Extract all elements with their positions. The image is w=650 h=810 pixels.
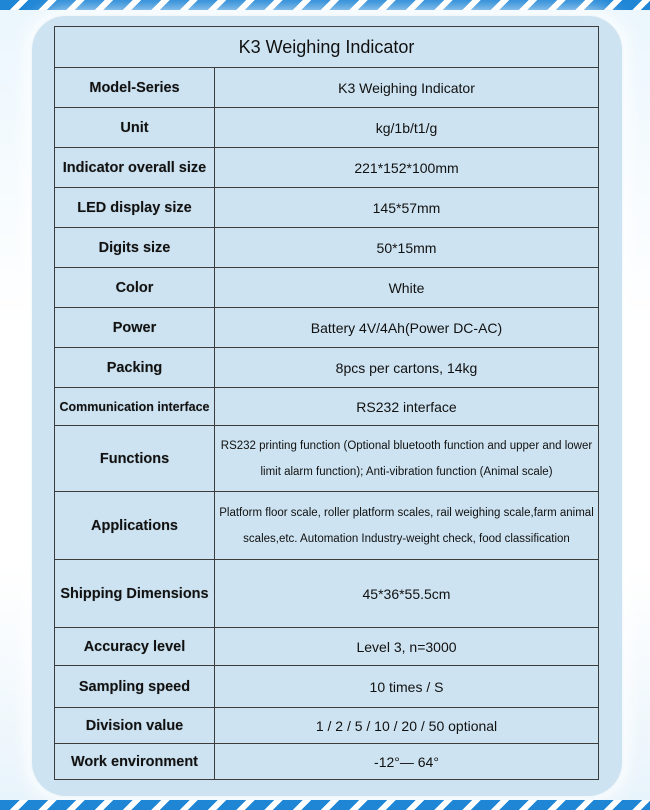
table-row (55, 744, 599, 780)
table-row (55, 68, 599, 108)
row-label: Division value (55, 708, 215, 744)
table-row (55, 708, 599, 744)
table-row (55, 188, 599, 228)
row-value: 145*57mm (215, 188, 599, 228)
row-value: 1 / 2 / 5 / 10 / 20 / 50 optional (215, 708, 599, 744)
row-value: Level 3, n=3000 (215, 628, 599, 666)
row-label: Communication interface (55, 388, 215, 426)
table-row (55, 348, 599, 388)
spec-table (54, 26, 599, 780)
row-label: Sampling speed (55, 666, 215, 708)
row-value: 10 times / S (215, 666, 599, 708)
table-row (55, 268, 599, 308)
row-value: 50*15mm (215, 228, 599, 268)
row-label: Shipping Dimensions (55, 560, 215, 628)
table-row (55, 426, 599, 492)
row-label: Functions (55, 426, 215, 492)
row-label: Digits size (55, 228, 215, 268)
row-label: LED display size (55, 188, 215, 228)
row-value: Battery 4V/4Ah(Power DC-AC) (215, 308, 599, 348)
row-value: RS232 printing function (Optional bluetooth function and upper and lower limit alarm function); Anti-vibration function (Animal scale) (215, 426, 599, 492)
row-label: Accuracy level (55, 628, 215, 666)
table-row (55, 228, 599, 268)
row-label: Power (55, 308, 215, 348)
row-value: kg/1b/t1/g (215, 108, 599, 148)
row-label: Model-Series (55, 68, 215, 108)
row-value: RS232 interface (215, 388, 599, 426)
table-row (55, 148, 599, 188)
row-label: Color (55, 268, 215, 308)
table-row (55, 388, 599, 426)
row-value: K3 Weighing Indicator (215, 68, 599, 108)
row-value: White (215, 268, 599, 308)
top-decorative-stripe (0, 0, 650, 10)
row-label: Unit (55, 108, 215, 148)
title-row (55, 27, 599, 68)
row-value: 221*152*100mm (215, 148, 599, 188)
row-label: Indicator overall size (55, 148, 215, 188)
bottom-decorative-stripe (0, 800, 650, 810)
table-row (55, 492, 599, 560)
table-row (55, 628, 599, 666)
table-row (55, 560, 599, 628)
row-label: Work environment (55, 744, 215, 780)
row-value: -12°— 64° (215, 744, 599, 780)
row-label: Applications (55, 492, 215, 560)
row-label: Packing (55, 348, 215, 388)
table-title: K3 Weighing Indicator (55, 27, 599, 68)
table-row (55, 108, 599, 148)
table-row (55, 308, 599, 348)
table-row (55, 666, 599, 708)
row-value: Platform floor scale, roller platform scales, rail weighing scale,farm animal scales,etc. Automation Industry-weight check, food classification (215, 492, 599, 560)
row-value: 8pcs per cartons, 14kg (215, 348, 599, 388)
row-value: 45*36*55.5cm (215, 560, 599, 628)
